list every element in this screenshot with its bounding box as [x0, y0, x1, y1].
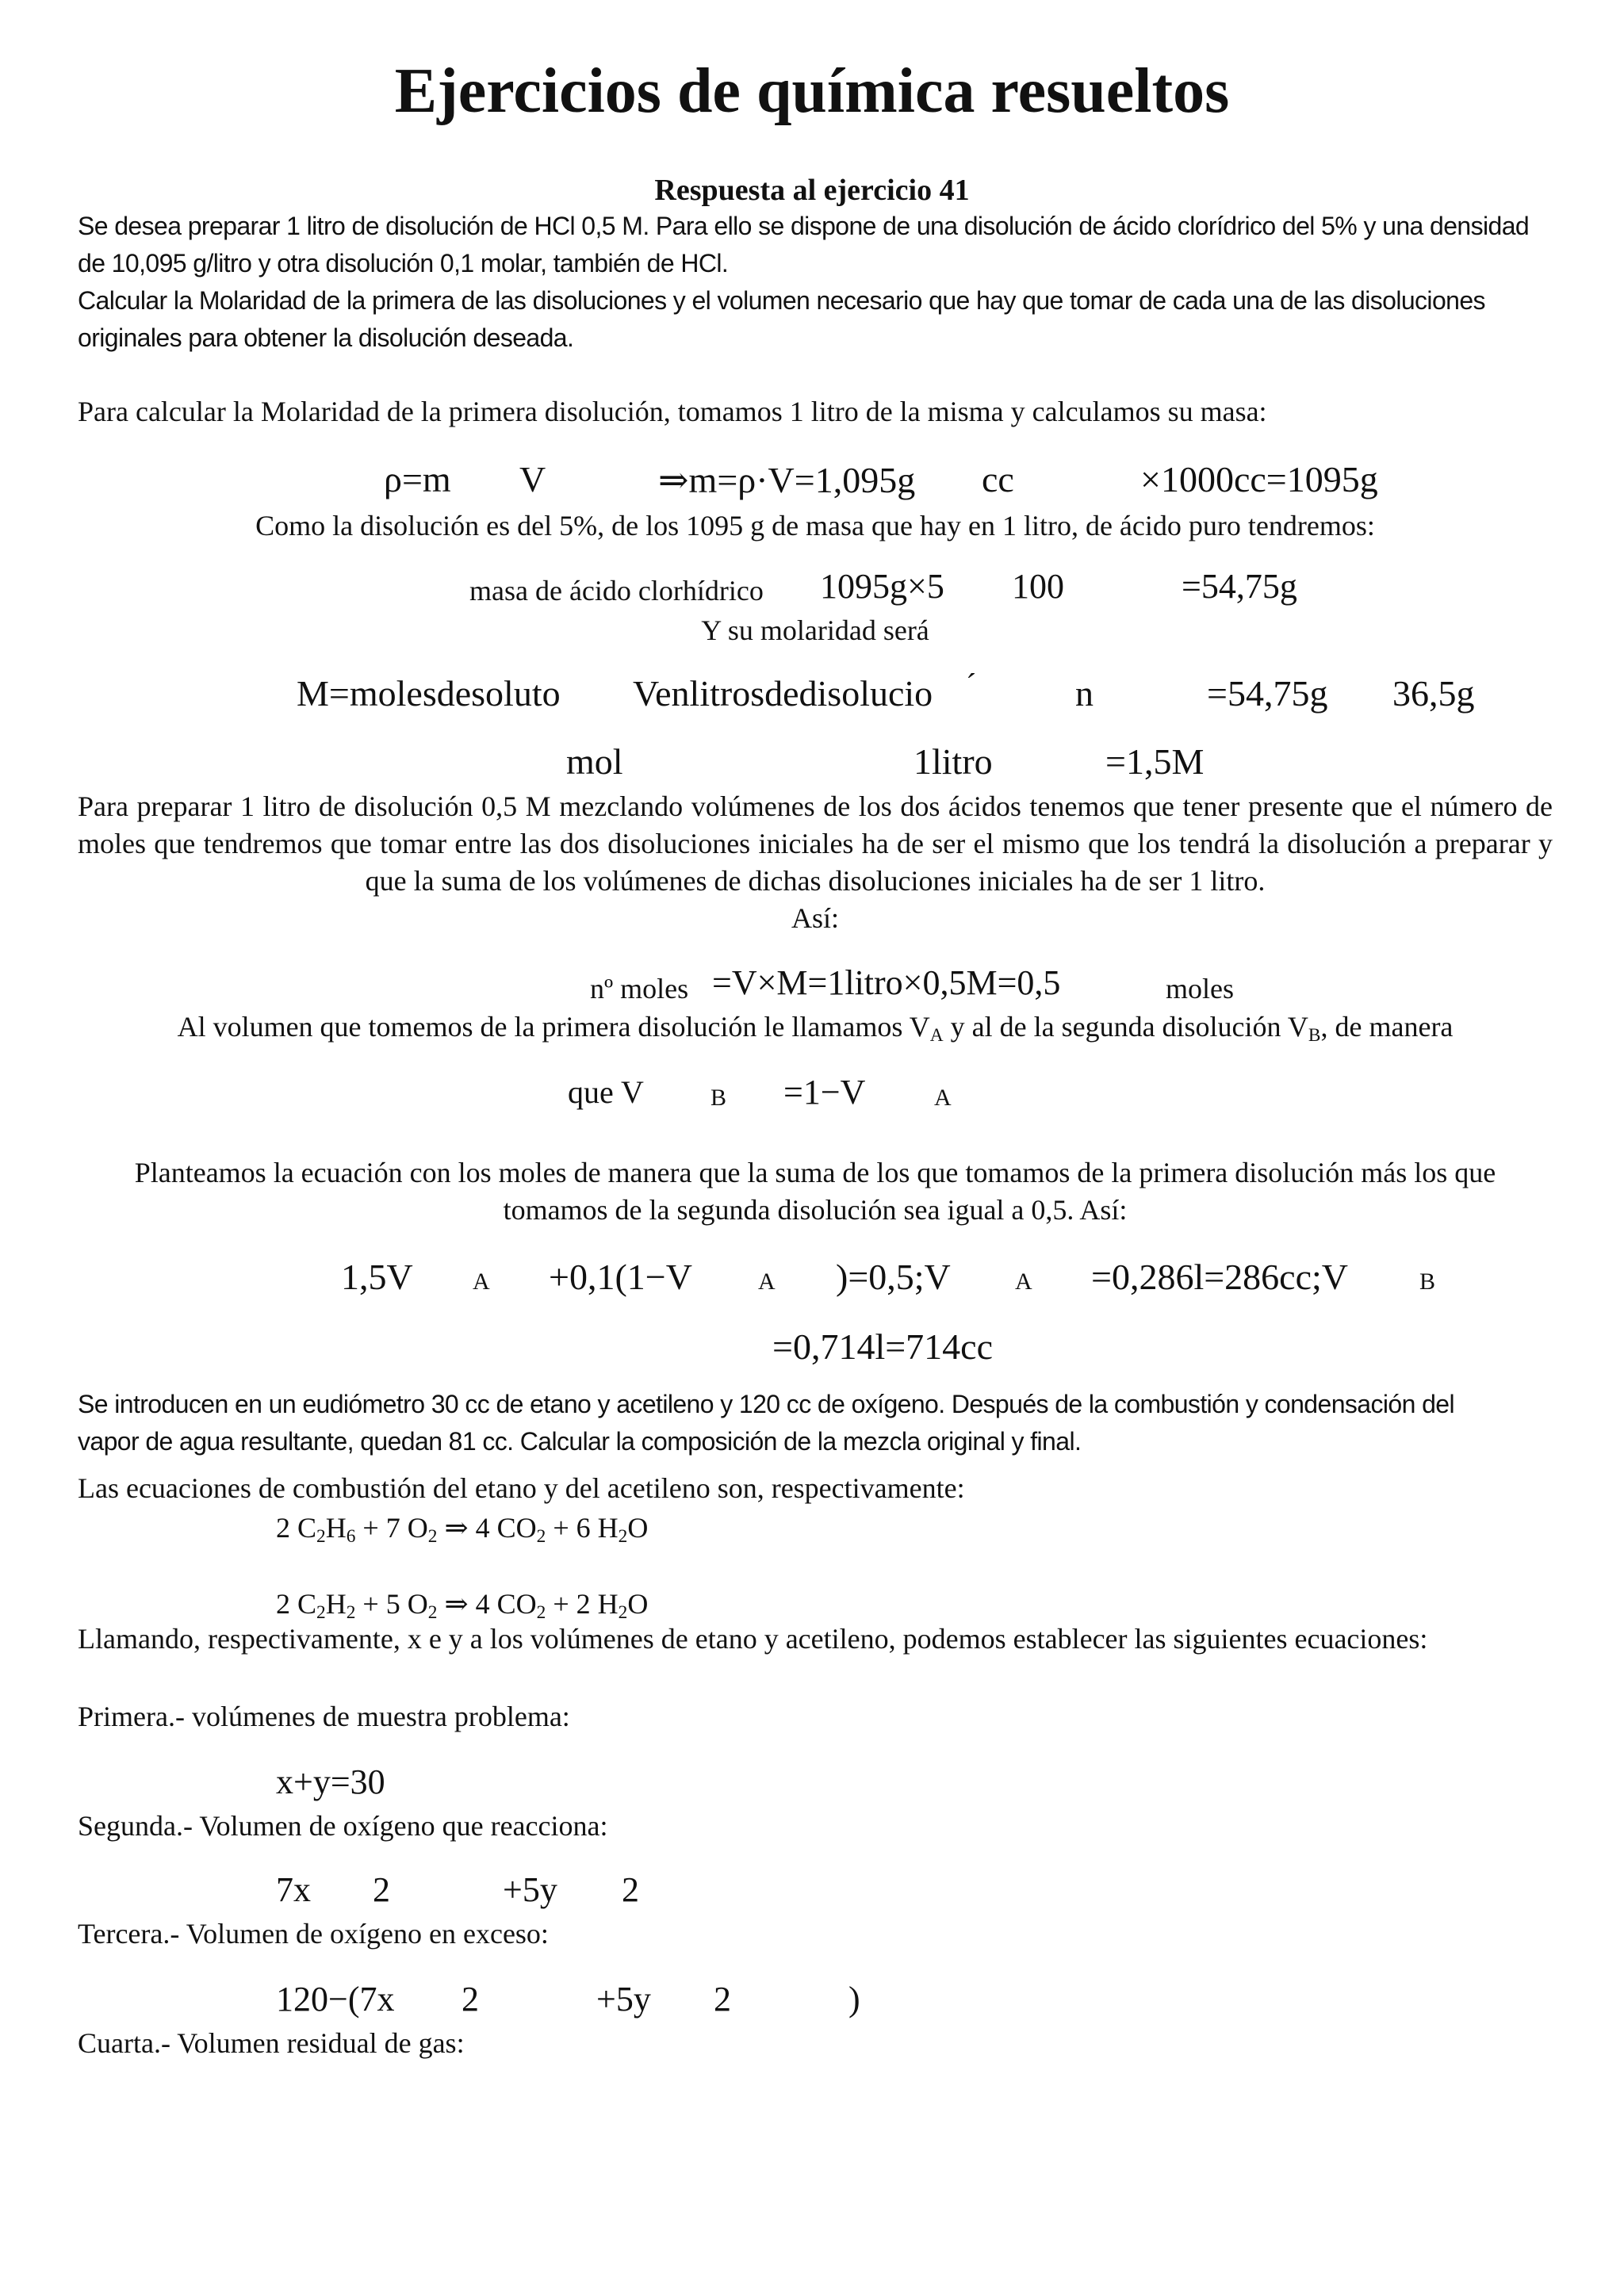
paragraph-volumes-c: , de manera	[1320, 1011, 1454, 1043]
reaction-ethane-part: 2 C	[276, 1512, 317, 1544]
label-second-equation: Segunda.- Volumen de oxígeno que reacciona:	[78, 1810, 608, 1842]
eq-molarity-g: 1litro	[914, 741, 993, 782]
paragraph-volumes-sub-b: B	[1308, 1024, 1321, 1046]
paragraph-volumes-a: Al volumen que tomemos de la primera disolución le llamamos V	[177, 1011, 930, 1043]
reaction-acetylene-sub: 2	[427, 1601, 438, 1623]
reaction-ethane-part: + 6 H	[546, 1512, 619, 1544]
eq-solution-e: )=0,5;V	[836, 1257, 951, 1297]
reaction-acetylene-part: + 2 H	[546, 1588, 619, 1620]
paragraph-percentage: Como la disolución es del 5%, de los 1095 g de masa que hay en 1 litro, de ácido puro tendremos:	[255, 510, 1375, 541]
reaction-ethane-sub: 6	[346, 1525, 356, 1547]
paragraph-volumes	[78, 1008, 1553, 1054]
eq-moles-b: moles	[1166, 973, 1234, 1004]
eq-acid-mass-label: masa de ácido clorhídrico	[469, 575, 764, 607]
eq-second-a: 7x	[276, 1870, 311, 1909]
paragraph-mass-intro: Para calcular la Molaridad de la primera disolución, tomamos 1 litro de la misma y calculamos su masa:	[78, 396, 1267, 427]
eq-molarity-d: =54,75g	[1207, 673, 1328, 714]
reaction-acetylene-sub: 2	[316, 1601, 326, 1623]
eq-third-e: )	[848, 1980, 860, 2019]
statement-paragraph-1: Se desea preparar 1 litro de disolución de HCl 0,5 M. Para ello se dispone de una disolución de ácido clorídrico del 5% y una densidad de 10,095 g/litro y otra disolución 0,1 molar, también de HCl.	[78, 212, 1530, 277]
eq-volume-b-label: que V	[568, 1074, 644, 1110]
reaction-ethane-sub: 2	[316, 1525, 326, 1547]
reaction-acetylene-part: 2 C	[276, 1588, 317, 1620]
label-first-equation: Primera.- volúmenes de muestra problema:	[78, 1701, 570, 1732]
paragraph-mixing-text: Para preparar 1 litro de disolución 0,5 M mezclando volúmenes de los dos ácidos tenemos que tener presente que el número de moles que tendremos que tomar entre las dos disoluciones iniciales ha de ser el mismo que los tendrá la disolución a preparar y que la suma de los volúmenes de dichas disoluciones iniciales ha de ser 1 litro.	[78, 790, 1553, 897]
reaction-ethane-sub: 2	[536, 1525, 546, 1547]
eq-volume-b-c: A	[934, 1085, 952, 1111]
eq-acid-mass-c: =54,75g	[1182, 567, 1297, 606]
page-title	[0, 55, 1624, 128]
reaction-acetylene-sub: 2	[536, 1601, 546, 1623]
eq-moles-label: nº moles	[590, 973, 689, 1004]
eq-solution-i: =0,714l=714cc	[772, 1326, 993, 1367]
eq-molarity-accent: ´	[966, 667, 977, 702]
exercise-statement	[78, 208, 1553, 357]
equation-first: x+y=30	[276, 1762, 385, 1801]
eq-acid-mass-b: 100	[1012, 567, 1064, 606]
reaction-acetylene-part: O	[627, 1588, 649, 1620]
eq-molarity-b: Venlitrosdedisolucio	[633, 673, 933, 714]
reaction-ethane	[276, 1510, 648, 1556]
eq-solution-b: A	[473, 1269, 490, 1295]
eq-solution-f: A	[1015, 1269, 1032, 1295]
eq-second-d: 2	[622, 1870, 639, 1909]
eq-solution-g: =0,286l=286cc;V	[1091, 1257, 1348, 1297]
page-title-heading: Ejercicios de química resueltos	[394, 56, 1230, 126]
eq-volume-b-b: =1−V	[783, 1073, 866, 1112]
label-third-equation: Tercera.- Volumen de oxígeno en exceso:	[78, 1918, 549, 1950]
eq-density-e: ×1000cc=1095g	[1140, 459, 1378, 499]
reaction-acetylene-sub: 2	[618, 1601, 628, 1623]
eq-third-a: 120−(7x	[276, 1980, 395, 2019]
reaction-ethane-sub: 2	[618, 1525, 628, 1547]
eq-density-c: ⇒m=ρ·V=1,095g	[658, 460, 916, 500]
eq-molarity-f: mol	[566, 741, 623, 782]
eq-third-c: +5y	[596, 1980, 651, 2019]
paragraph-mixing	[78, 788, 1553, 937]
eq-density-d: cc	[982, 459, 1014, 499]
reaction-ethane-part: O	[627, 1512, 649, 1544]
reaction-acetylene-sub: 2	[346, 1601, 356, 1623]
reaction-ethane-sub: 2	[427, 1525, 438, 1547]
exercise-subtitle: Respuesta al ejercicio 41	[654, 174, 970, 207]
reaction-acetylene-part: H	[325, 1588, 347, 1620]
eq-third-b: 2	[462, 1980, 479, 2019]
statement-paragraph-2: Calcular la Molaridad de la primera de las disoluciones y el volumen necesario que hay que tomar de cada una de las disoluciones originales para obtener la disolución deseada.	[78, 286, 1485, 352]
eq-solution-h: B	[1419, 1269, 1436, 1295]
eq-molarity-a: M=molesdesoluto	[297, 673, 561, 714]
eq-acid-mass-a: 1095g×5	[820, 567, 944, 606]
reaction-acetylene-part: + 5 O	[355, 1588, 428, 1620]
eq-solution-c: +0,1(1−V	[549, 1257, 692, 1297]
paragraph-volumes-b: y al de la segunda disolución V	[943, 1011, 1308, 1043]
label-fourth-equation: Cuarta.- Volumen residual de gas:	[78, 2027, 465, 2059]
eq-molarity-c: n	[1075, 673, 1094, 714]
eq-molarity-e: 36,5g	[1392, 673, 1475, 714]
paragraph-equation-setup: Planteamos la ecuación con los moles de manera que la suma de los que tomamos de la primera disolución más los que tomamos de la segunda disolución sea igual a 0,5. Así:	[134, 1157, 1496, 1226]
eq-solution-d: A	[758, 1269, 776, 1295]
eq-second-b: 2	[373, 1870, 390, 1909]
eq-density-b: V	[519, 459, 546, 499]
paragraph-molarity-intro: Y su molaridad será	[701, 614, 929, 646]
eq-solution-a: 1,5V	[341, 1257, 413, 1297]
exercise-2-statement: Se introducen en un eudiómetro 30 cc de etano y acetileno y 120 cc de oxígeno. Después de la combustión y condensación del vapor de agua resultante, quedan 81 cc. Calcular la composición de la mezcla original y final.	[78, 1390, 1454, 1456]
reaction-ethane-part: + 7 O	[355, 1512, 428, 1544]
eq-moles-a: =V×M=1litro×0,5M=0,5	[712, 963, 1061, 1002]
paragraph-variables: Llamando, respectivamente, x e y a los volúmenes de etano y acetileno, podemos establecer las siguientes ecuaciones:	[78, 1623, 1428, 1655]
eq-molarity-h: =1,5M	[1105, 741, 1205, 782]
eq-volume-b-a: B	[710, 1085, 727, 1111]
paragraph-combustion-intro: Las ecuaciones de combustión del etano y del acetileno son, respectivamente:	[78, 1472, 965, 1504]
eq-second-c: +5y	[503, 1870, 557, 1909]
eq-third-d: 2	[714, 1980, 731, 2019]
eq-density-a: ρ=m	[384, 459, 451, 499]
reaction-ethane-part: ⇒ 4 CO	[437, 1512, 537, 1544]
reaction-acetylene-part: ⇒ 4 CO	[437, 1588, 537, 1620]
paragraph-mixing-end: Así:	[791, 902, 839, 934]
reaction-ethane-part: H	[325, 1512, 347, 1544]
paragraph-volumes-sub-a: A	[929, 1024, 944, 1046]
